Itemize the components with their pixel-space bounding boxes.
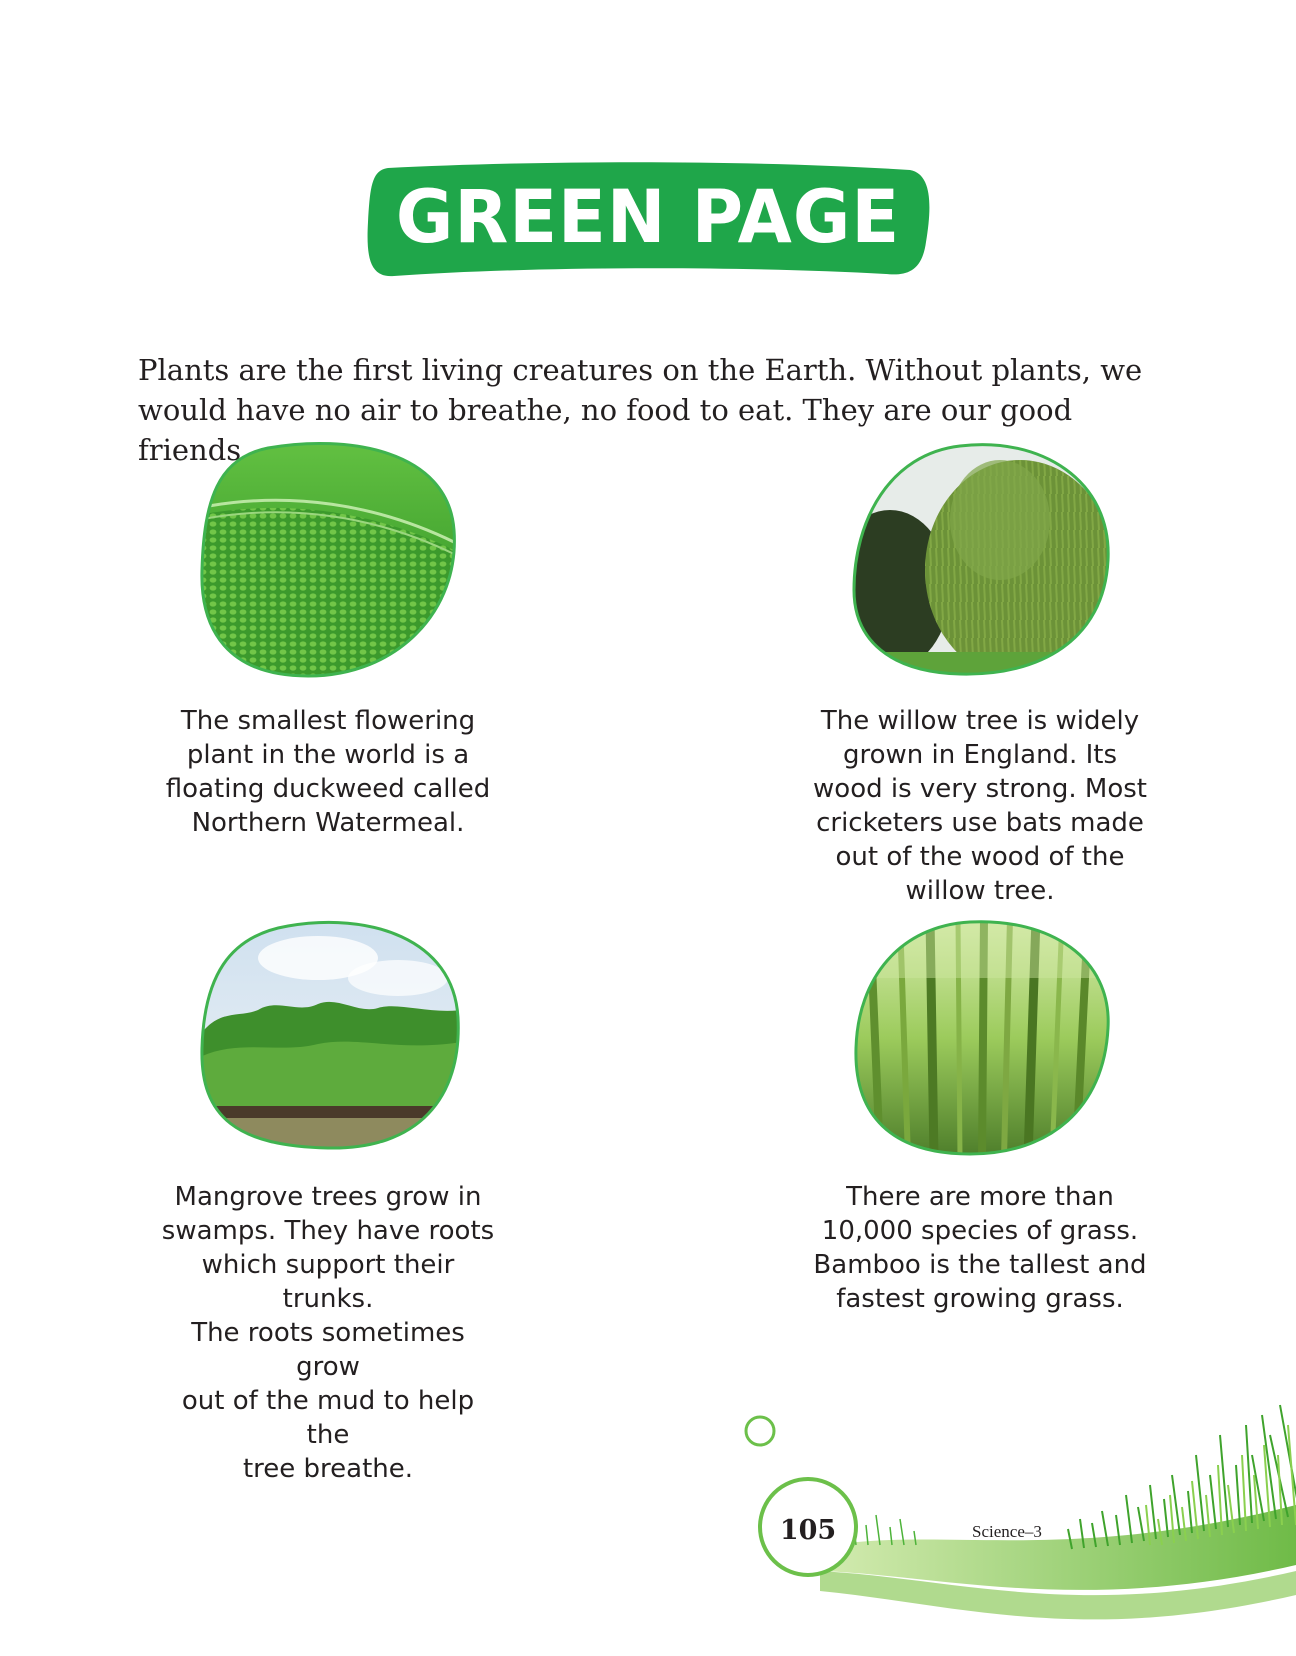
- caption-line: wood is very strong. Most: [813, 774, 1147, 804]
- fact-caption-duckweed: [158, 704, 498, 840]
- caption-line: out of the wood of the: [835, 842, 1125, 872]
- caption-line: Northern Watermeal.: [191, 808, 465, 838]
- caption-line: The smallest flowering: [180, 706, 476, 736]
- caption-line: There are more than: [846, 1182, 1114, 1212]
- caption-line: fastest growing grass.: [836, 1284, 1124, 1314]
- fact-caption-willow: [810, 704, 1150, 908]
- caption-line: which support their trunks.: [201, 1250, 455, 1314]
- caption-line: Bamboo is the tallest and: [813, 1250, 1147, 1280]
- caption-line: swamps. They have roots: [161, 1216, 495, 1246]
- caption-line: plant in the world is a: [186, 740, 470, 770]
- caption-line: out of the mud to help the: [181, 1386, 475, 1450]
- bamboo-photo: [850, 918, 1110, 1158]
- caption-line: floating duckweed called: [165, 774, 491, 804]
- fact-caption-bamboo: [810, 1180, 1150, 1316]
- page-number: 105: [779, 1515, 837, 1546]
- title-banner: [366, 162, 930, 278]
- caption-line: cricketers use bats made: [816, 808, 1144, 838]
- page-footer: [740, 1395, 1296, 1656]
- caption-line: Mangrove trees grow in: [174, 1182, 482, 1212]
- mangrove-photo: [198, 918, 458, 1158]
- duckweed-photo: [198, 440, 458, 680]
- caption-line: The willow tree is widely: [820, 706, 1140, 736]
- caption-line: tree breathe.: [242, 1454, 414, 1484]
- caption-line: 10,000 species of grass.: [821, 1216, 1139, 1246]
- intro-paragraph: Plants are the first living creatures on the Earth. Without plants, we would have no air to breathe, no food to eat. They are our good friends.: [138, 353, 1143, 467]
- caption-line: willow tree.: [905, 876, 1055, 906]
- fact-caption-mangrove: [158, 1180, 498, 1486]
- caption-line: The roots sometimes grow: [191, 1318, 465, 1382]
- book-name: Science–3: [972, 1522, 1042, 1541]
- willow-tree-photo: [850, 440, 1110, 680]
- caption-line: grown in England. Its: [843, 740, 1117, 770]
- page-title: GREEN PAGE: [395, 173, 901, 261]
